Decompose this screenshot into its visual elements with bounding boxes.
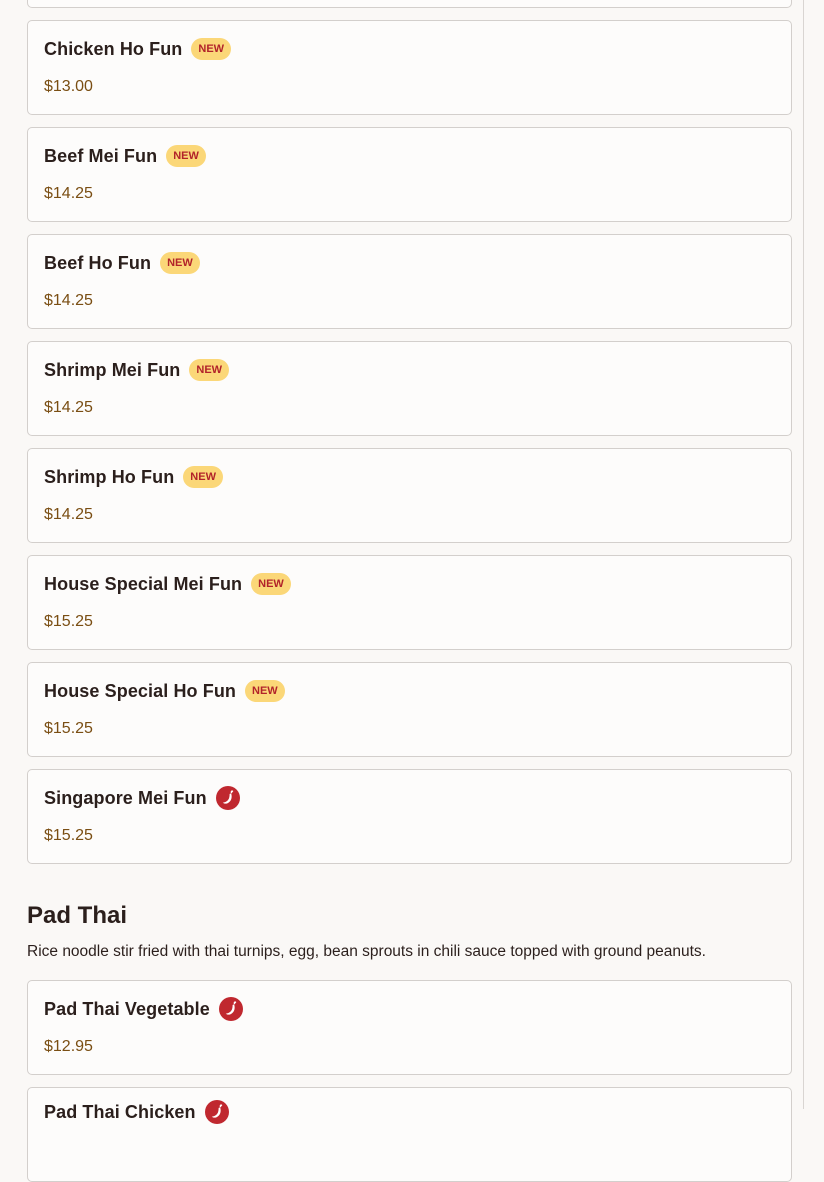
menu-item-card[interactable] [27,448,792,543]
menu-item-card[interactable] [27,341,792,436]
menu-item-price: $14.25 [44,506,93,523]
new-badge: NEW [160,252,200,274]
menu-item-card[interactable] [27,127,792,222]
menu-item-price: $12.95 [44,1038,93,1055]
menu-item-name: Beef Ho Fun [44,252,152,273]
menu-item-card[interactable] [27,234,792,329]
menu-item-name: House Special Mei Fun [44,573,243,594]
menu-item-name: Pad Thai Vegetable [44,998,210,1019]
menu-item-price: $15.25 [44,613,93,630]
menu-item-name: Pad Thai Chicken [44,1101,196,1122]
menu-item-price: $15.25 [44,827,93,844]
new-badge: NEW [183,466,223,488]
menu-item-price: $15.25 [44,720,93,737]
menu-item-card[interactable] [27,980,792,1075]
menu-item-name: Singapore Mei Fun [44,787,207,808]
new-badge: NEW [191,38,231,60]
menu-item-card[interactable] [27,1087,792,1182]
menu-item-price: $13.00 [44,78,93,95]
chili-spicy-icon [216,786,240,810]
new-badge: NEW [166,145,206,167]
new-badge: NEW [251,573,291,595]
new-badge: NEW [245,680,285,702]
menu-item-name: Shrimp Ho Fun [44,466,175,487]
chili-spicy-icon [219,997,243,1021]
menu-item-card[interactable] [27,20,792,115]
section-title: Pad Thai [27,902,128,929]
menu-item-name: Beef Mei Fun [44,145,158,166]
menu-item-card-partial[interactable] [27,0,792,8]
menu-item-name: Shrimp Mei Fun [44,359,181,380]
menu-item-name: Chicken Ho Fun [44,38,183,59]
menu-item-card[interactable] [27,769,792,864]
chili-spicy-icon [205,1100,229,1124]
menu-item-name: House Special Ho Fun [44,680,237,701]
menu-item-card[interactable] [27,662,792,757]
menu-item-price: $14.25 [44,399,93,416]
menu-item-card[interactable] [27,555,792,650]
menu-item-price: $14.25 [44,292,93,309]
section-description: Rice noodle stir fried with thai turnips, egg, bean sprouts in chili sauce topped with ground peanuts. [27,943,706,960]
new-badge: NEW [189,359,229,381]
menu-item-price: $14.25 [44,185,93,202]
